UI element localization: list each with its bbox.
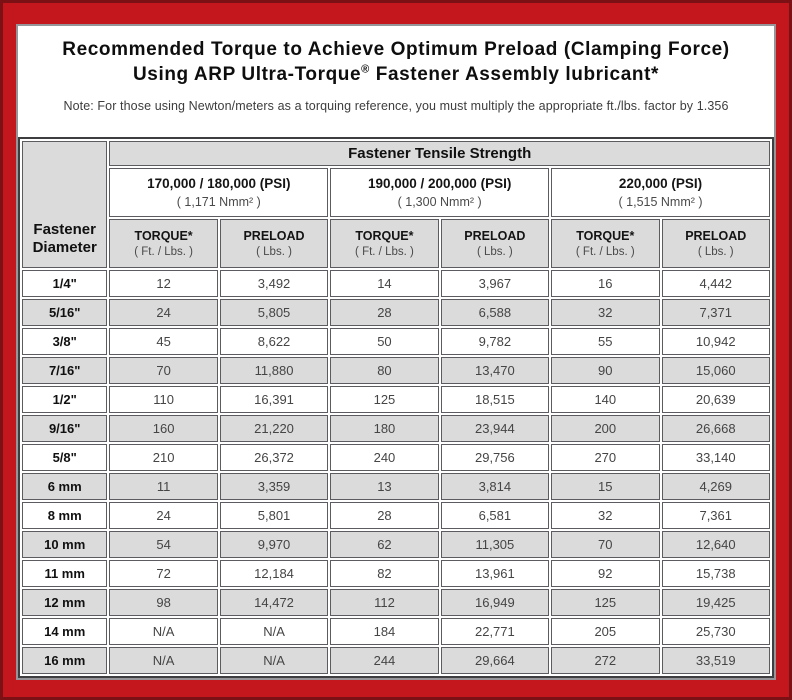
value-cell: 7,371 [662, 299, 771, 326]
value-cell: 15 [551, 473, 659, 500]
value-cell: N/A [220, 647, 328, 674]
value-cell: 240 [330, 444, 438, 471]
value-cell: 5,801 [220, 502, 328, 529]
value-cell: 29,756 [441, 444, 549, 471]
value-cell: 25,730 [662, 618, 771, 645]
value-cell: 3,492 [220, 270, 328, 297]
value-cell: 11,305 [441, 531, 549, 558]
table-row [22, 357, 770, 384]
table-row [22, 531, 770, 558]
conversion-note: Note: For those using Newton/meters as a torquing reference, you must multiply the appropriate ft./lbs. factor by 1.356 [63, 99, 729, 114]
sub-header-row [22, 219, 770, 268]
value-cell: 98 [109, 589, 217, 616]
psi-group-row [22, 168, 770, 217]
value-cell: 72 [109, 560, 217, 587]
value-cell: 110 [109, 386, 217, 413]
diameter-cell: 5/16" [22, 299, 107, 326]
value-cell: 205 [551, 618, 659, 645]
diameter-cell: 11 mm [22, 560, 107, 587]
value-cell: 10,942 [662, 328, 771, 355]
value-cell: 180 [330, 415, 438, 442]
value-cell: 125 [330, 386, 438, 413]
value-cell: 13 [330, 473, 438, 500]
value-cell: 29,664 [441, 647, 549, 674]
value-cell: 70 [109, 357, 217, 384]
title-line-1: Recommended Torque to Achieve Optimum Preload (Clamping Force) [62, 39, 730, 60]
value-cell: 7,361 [662, 502, 771, 529]
value-cell: N/A [109, 618, 217, 645]
torque-table-body [22, 270, 770, 674]
content-panel [16, 24, 776, 680]
table-row [22, 502, 770, 529]
value-cell: 6,581 [441, 502, 549, 529]
diameter-cell: 3/8" [22, 328, 107, 355]
value-cell: 80 [330, 357, 438, 384]
value-cell: 21,220 [220, 415, 328, 442]
value-cell: 12,184 [220, 560, 328, 587]
table-row [22, 328, 770, 355]
value-cell: 28 [330, 299, 438, 326]
value-cell: 200 [551, 415, 659, 442]
title-line-2: Using ARP Ultra-Torque® Fastener Assembly lubricant* [132, 63, 660, 86]
value-cell: 9,970 [220, 531, 328, 558]
value-cell: 9,782 [441, 328, 549, 355]
value-cell: 272 [551, 647, 659, 674]
value-cell: 70 [551, 531, 659, 558]
value-cell: 16,391 [220, 386, 328, 413]
registered-mark: ® [361, 63, 370, 76]
table-row [22, 270, 770, 297]
value-cell: 26,372 [220, 444, 328, 471]
value-cell: 4,269 [662, 473, 771, 500]
value-cell: 33,140 [662, 444, 771, 471]
value-cell: 13,470 [441, 357, 549, 384]
value-cell: 24 [109, 299, 217, 326]
table-row [22, 589, 770, 616]
value-cell: 184 [330, 618, 438, 645]
corner-line-1: Fastener [33, 220, 96, 238]
torque-table [18, 137, 774, 678]
col-header-torque-2: TORQUE* ( Ft. / Lbs. ) [330, 219, 438, 268]
value-cell: 16,949 [441, 589, 549, 616]
diameter-cell: 5/8" [22, 444, 107, 471]
tensile-strength-header: Fastener Tensile Strength [109, 141, 770, 166]
diameter-cell: 9/16" [22, 415, 107, 442]
diameter-cell: 1/4" [22, 270, 107, 297]
table-row [22, 444, 770, 471]
value-cell: 33,519 [662, 647, 771, 674]
value-cell: 82 [330, 560, 438, 587]
psi-group-220: 220,000 (PSI) ( 1,515 Nmm² ) [551, 168, 770, 217]
table-row [22, 618, 770, 645]
value-cell: 23,944 [441, 415, 549, 442]
value-cell: 11,880 [220, 357, 328, 384]
value-cell: 8,622 [220, 328, 328, 355]
value-cell: 112 [330, 589, 438, 616]
diameter-cell: 10 mm [22, 531, 107, 558]
col-header-preload-2: PRELOAD ( Lbs. ) [441, 219, 549, 268]
value-cell: 18,515 [441, 386, 549, 413]
value-cell: 54 [109, 531, 217, 558]
value-cell: N/A [109, 647, 217, 674]
psi-group-170-180: 170,000 / 180,000 (PSI) ( 1,171 Nmm² ) [109, 168, 328, 217]
value-cell: 15,738 [662, 560, 771, 587]
value-cell: 32 [551, 502, 659, 529]
value-cell: 12 [109, 270, 217, 297]
table-row [22, 299, 770, 326]
value-cell: 22,771 [441, 618, 549, 645]
value-cell: 32 [551, 299, 659, 326]
value-cell: 210 [109, 444, 217, 471]
value-cell: 244 [330, 647, 438, 674]
corner-header-fastener-diameter [22, 141, 107, 268]
value-cell: 6,588 [441, 299, 549, 326]
value-cell: 92 [551, 560, 659, 587]
table-row [22, 415, 770, 442]
col-header-preload-1: PRELOAD ( Lbs. ) [220, 219, 328, 268]
col-header-torque-3: TORQUE* ( Ft. / Lbs. ) [551, 219, 659, 268]
value-cell: 12,640 [662, 531, 771, 558]
value-cell: 14,472 [220, 589, 328, 616]
diameter-cell: 6 mm [22, 473, 107, 500]
diameter-cell: 7/16" [22, 357, 107, 384]
value-cell: 28 [330, 502, 438, 529]
diameter-cell: 8 mm [22, 502, 107, 529]
value-cell: 62 [330, 531, 438, 558]
col-header-torque-1: TORQUE* ( Ft. / Lbs. ) [109, 219, 217, 268]
value-cell: 5,805 [220, 299, 328, 326]
value-cell: 90 [551, 357, 659, 384]
col-header-preload-3: PRELOAD ( Lbs. ) [662, 219, 771, 268]
value-cell: 16 [551, 270, 659, 297]
table-row [22, 647, 770, 674]
page-title [18, 37, 774, 87]
value-cell: 14 [330, 270, 438, 297]
value-cell: 160 [109, 415, 217, 442]
table-row [22, 473, 770, 500]
diameter-cell: 14 mm [22, 618, 107, 645]
diameter-cell: 12 mm [22, 589, 107, 616]
title-block [18, 26, 774, 113]
value-cell: 50 [330, 328, 438, 355]
value-cell: 15,060 [662, 357, 771, 384]
psi-group-190-200: 190,000 / 200,000 (PSI) ( 1,300 Nmm² ) [330, 168, 549, 217]
value-cell: 11 [109, 473, 217, 500]
corner-line-2: Diameter [32, 239, 97, 257]
table-row [22, 386, 770, 413]
value-cell: 24 [109, 502, 217, 529]
value-cell: 270 [551, 444, 659, 471]
diameter-cell: 1/2" [22, 386, 107, 413]
value-cell: 45 [109, 328, 217, 355]
value-cell: 26,668 [662, 415, 771, 442]
tensile-header-row [22, 141, 770, 166]
value-cell: 19,425 [662, 589, 771, 616]
value-cell: 125 [551, 589, 659, 616]
value-cell: N/A [220, 618, 328, 645]
value-cell: 20,639 [662, 386, 771, 413]
value-cell: 55 [551, 328, 659, 355]
value-cell: 13,961 [441, 560, 549, 587]
value-cell: 3,814 [441, 473, 549, 500]
diameter-cell: 16 mm [22, 647, 107, 674]
value-cell: 140 [551, 386, 659, 413]
value-cell: 3,967 [441, 270, 549, 297]
table-row [22, 560, 770, 587]
value-cell: 3,359 [220, 473, 328, 500]
value-cell: 4,442 [662, 270, 771, 297]
